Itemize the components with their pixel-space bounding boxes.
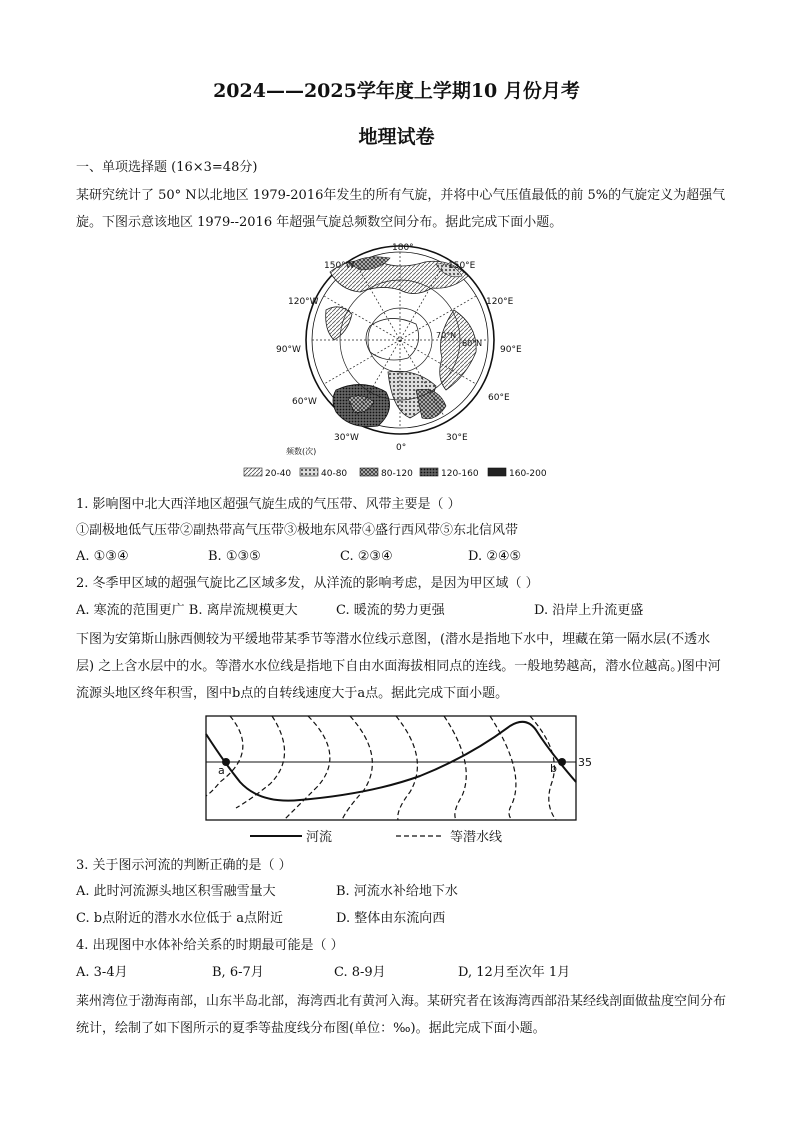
q1-stem: 1. 影响图中北大西洋地区超强气旋生成的气压带、风带主要是（ ）	[76, 497, 461, 512]
q1-items: ①副极地低气压带②副热带高气压带③极地东风带④盛行西风带⑤东北信风带	[76, 523, 519, 538]
river-legend-label: 河流	[306, 830, 333, 845]
q4-option-b: B, 6-7月	[212, 965, 264, 980]
legend-swatch-4	[420, 468, 438, 476]
legend-swatch-1	[244, 468, 262, 476]
exam-title: 2024——2025学年度上学期10 月份月考	[213, 80, 580, 102]
point-b-label: b	[550, 762, 557, 775]
lat-label-60n: 60°N	[462, 339, 483, 348]
lon-label-150e: 150°E	[448, 261, 476, 271]
q4-option-c: C. 8-9月	[334, 965, 386, 980]
legend-label-2: 40-80	[321, 469, 348, 479]
legend-label-4: 120-160	[441, 469, 479, 479]
exam-subtitle: 地理试卷	[358, 126, 435, 148]
contour-legend-label: 等潜水线	[450, 830, 503, 845]
q2-option-ab: A. 寒流的范围更广 B. 离岸流规模更大	[76, 603, 298, 618]
legend-label-5: 160-200	[509, 469, 547, 479]
point-a-label: a	[218, 764, 225, 777]
legend-swatch-3	[360, 468, 378, 476]
lon-label-90w: 90°W	[276, 345, 301, 355]
intro-paragraph-2: 下图为安第斯山脉西侧较为平缓地带某季节等潜水位线示意图，(潜水是指地下水中，埋藏在第一隔水层(不透水层) 之上含水层中的水。等潜水水位线是指地下自由水面海拔相同点的连线。一般地势越高，潜水位越高。)图中河流源头地区终年积雪，图中b点的自转线速度大于a点。据此完成下面小题。	[76, 632, 721, 701]
lat-label-70n: 70°N	[436, 331, 457, 340]
contour-value-label: 35	[578, 756, 592, 769]
lon-label-0: 0°	[396, 443, 407, 453]
q1-option-b: B. ①③⑤	[208, 549, 261, 564]
lon-label-180: 180°	[392, 243, 414, 253]
legend-swatch-5	[488, 468, 506, 476]
q2-option-c: C. 暖流的势力更强	[336, 603, 445, 618]
q3-stem: 3. 关于图示河流的判断正确的是（ ）	[76, 858, 292, 873]
q3-option-a: A. 此时河流源头地区积雪融雪量大	[76, 884, 276, 899]
intro-paragraph-3: 莱州湾位于渤海南部，山东半岛北部，海湾西北有黄河入海。某研究者在该海湾西部沿某经线剖面做盐度空间分布统计，绘制了如下图所示的夏季等盐度线分布图(单位：‰)。据此完成下面小题。	[76, 994, 727, 1036]
legend-swatch-2	[300, 468, 318, 476]
q2-option-d: D. 沿岸上升流更盛	[534, 603, 644, 618]
lon-label-150w: 150°W	[324, 261, 355, 271]
q4-option-d: D, 12月至次年 1月	[458, 965, 571, 980]
lon-label-30e: 30°E	[446, 433, 468, 443]
q1-option-c: C. ②③④	[340, 549, 393, 564]
q3-option-d: D. 整体由东流向西	[336, 911, 446, 926]
section-heading: 一、单项选择题 (16×3=48分)	[76, 160, 258, 175]
legend-label-1: 20-40	[265, 469, 292, 479]
lon-label-120w: 120°W	[288, 297, 319, 307]
q1-option-a: A. ①③④	[76, 549, 129, 564]
groundwater-diagram	[200, 712, 600, 852]
lon-label-60e: 60°E	[488, 393, 510, 403]
q3-option-c: C. b点附近的潜水水位低于 a点附近	[76, 911, 283, 926]
q1-option-d: D. ②④⑤	[468, 549, 522, 564]
q3-option-b: B. 河流水补给地下水	[336, 884, 458, 899]
polar-cyclone-map	[240, 240, 560, 486]
q4-option-a: A. 3-4月	[76, 965, 128, 980]
lon-label-30w: 30°W	[334, 433, 359, 443]
intro-paragraph-1: 某研究统计了 50° N以北地区 1979-2016年发生的所有气旋，并将中心气压值最低的前 5%的气旋定义为超强气旋。下图示意该地区 1979--2016 年超强气旋总频数空间分布。据此完成下面小题。	[76, 188, 726, 230]
lon-label-60w: 60°W	[292, 397, 317, 407]
q2-stem: 2. 冬季甲区域的超强气旋比乙区域多发，从洋流的影响考虑，是因为甲区域（ ）	[76, 576, 539, 591]
point-b-marker	[558, 758, 566, 766]
legend-title: 频数(次)	[286, 447, 317, 456]
q4-stem: 4. 出现图中水体补给关系的时期最可能是（ ）	[76, 938, 344, 953]
lon-label-120e: 120°E	[486, 297, 514, 307]
legend-label-3: 80-120	[381, 469, 413, 479]
lon-label-90e: 90°E	[500, 345, 522, 355]
